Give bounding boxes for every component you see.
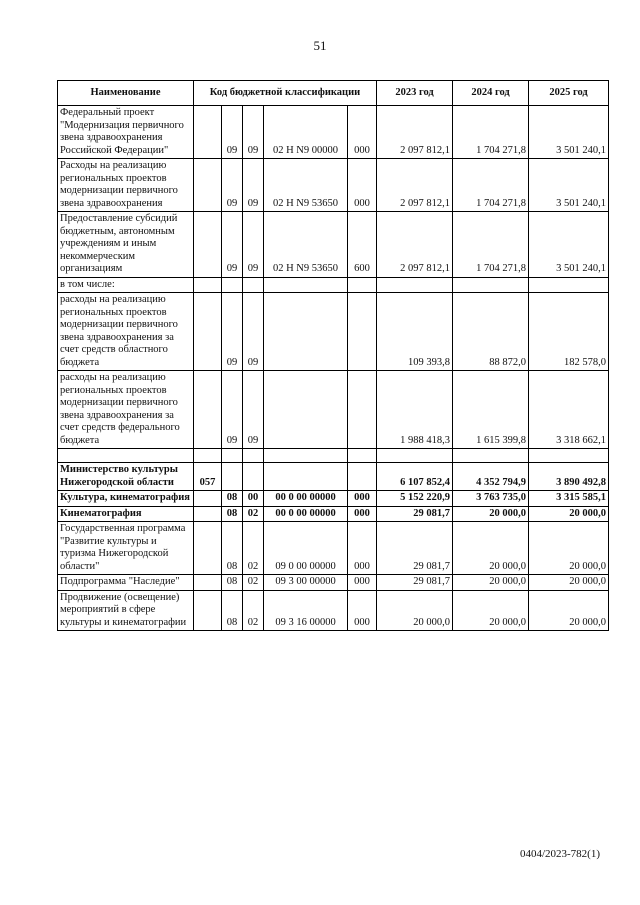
row-name: Министерство культуры Нижегородской области <box>58 463 194 491</box>
code-target: 09 3 16 00000 <box>264 590 348 631</box>
row-name: Продвижение (освещение) мероприятий в сфере культуры и кинематографии <box>58 590 194 631</box>
code-subsection: 09 <box>243 159 264 212</box>
value-2023: 29 081,7 <box>377 575 453 591</box>
table-row <box>58 277 609 293</box>
code-section: 09 <box>222 159 243 212</box>
value-2023: 2 097 812,1 <box>377 212 453 278</box>
value-2023: 20 000,0 <box>377 590 453 631</box>
value-2025: 3 501 240,1 <box>529 212 609 278</box>
header-row <box>58 81 609 106</box>
value-2025: 3 501 240,1 <box>529 106 609 159</box>
code-expense-type <box>348 449 377 463</box>
value-2025: 3 318 662,1 <box>529 371 609 449</box>
value-2025: 20 000,0 <box>529 590 609 631</box>
code-section: 09 <box>222 371 243 449</box>
code-expense-type: 000 <box>348 506 377 522</box>
code-expense-type: 000 <box>348 522 377 575</box>
value-2023: 5 152 220,9 <box>377 491 453 507</box>
code-target <box>264 449 348 463</box>
code-ministry <box>194 575 222 591</box>
table-row <box>58 371 609 449</box>
value-2023: 1 988 418,3 <box>377 371 453 449</box>
code-section: 08 <box>222 575 243 591</box>
value-2024: 1 704 271,8 <box>453 159 529 212</box>
code-target: 00 0 00 00000 <box>264 506 348 522</box>
budget-table <box>57 80 609 631</box>
code-target: 00 0 00 00000 <box>264 491 348 507</box>
code-ministry <box>194 277 222 293</box>
code-expense-type: 000 <box>348 590 377 631</box>
value-2025: 20 000,0 <box>529 506 609 522</box>
header-code: Код бюджетной классификации <box>194 81 377 106</box>
code-target <box>264 277 348 293</box>
code-ministry <box>194 106 222 159</box>
code-section: 08 <box>222 590 243 631</box>
value-2023: 2 097 812,1 <box>377 159 453 212</box>
table-row <box>58 590 609 631</box>
code-subsection: 02 <box>243 522 264 575</box>
code-section: 08 <box>222 522 243 575</box>
row-name: расходы на реализацию региональных проектов модернизации первичного звена здравоохранения за счет средств федерального бюджета <box>58 371 194 449</box>
code-expense-type: 000 <box>348 106 377 159</box>
table-row <box>58 491 609 507</box>
row-name: в том числе: <box>58 277 194 293</box>
code-target <box>264 371 348 449</box>
value-2024: 3 763 735,0 <box>453 491 529 507</box>
table-row <box>58 106 609 159</box>
table-row <box>58 293 609 371</box>
code-target: 02 Н N9 53650 <box>264 159 348 212</box>
value-2024: 4 352 794,9 <box>453 463 529 491</box>
row-name: Федеральный проект "Модернизация первичного звена здравоохранения Российской Федерации" <box>58 106 194 159</box>
header-2025: 2025 год <box>529 81 609 106</box>
value-2025: 3 501 240,1 <box>529 159 609 212</box>
code-target: 02 Н N9 53650 <box>264 212 348 278</box>
value-2023 <box>377 277 453 293</box>
header-name: Наименование <box>58 81 194 106</box>
value-2025: 20 000,0 <box>529 575 609 591</box>
code-ministry <box>194 522 222 575</box>
code-section: 08 <box>222 491 243 507</box>
value-2023: 29 081,7 <box>377 506 453 522</box>
row-name: расходы на реализацию региональных проектов модернизации первичного звена здравоохранения за счет средств областного бюджета <box>58 293 194 371</box>
code-section: 09 <box>222 212 243 278</box>
code-target: 09 3 00 00000 <box>264 575 348 591</box>
row-name: Подпрограмма "Наследие" <box>58 575 194 591</box>
code-section: 09 <box>222 293 243 371</box>
code-section <box>222 463 243 491</box>
code-ministry <box>194 293 222 371</box>
table-row-spacer <box>58 449 609 463</box>
code-ministry <box>194 449 222 463</box>
header-2024: 2024 год <box>453 81 529 106</box>
value-2025: 3 890 492,8 <box>529 463 609 491</box>
code-subsection: 09 <box>243 371 264 449</box>
code-subsection: 09 <box>243 212 264 278</box>
code-subsection: 02 <box>243 575 264 591</box>
code-section: 09 <box>222 106 243 159</box>
code-target <box>264 463 348 491</box>
value-2025: 20 000,0 <box>529 522 609 575</box>
code-expense-type <box>348 371 377 449</box>
code-subsection: 00 <box>243 491 264 507</box>
header-2023: 2023 год <box>377 81 453 106</box>
code-ministry <box>194 590 222 631</box>
code-ministry <box>194 212 222 278</box>
code-target <box>264 293 348 371</box>
value-2023: 2 097 812,1 <box>377 106 453 159</box>
value-2024: 1 704 271,8 <box>453 106 529 159</box>
code-target: 02 Н N9 00000 <box>264 106 348 159</box>
code-ministry <box>194 371 222 449</box>
code-subsection: 02 <box>243 506 264 522</box>
value-2024 <box>453 277 529 293</box>
row-name <box>58 449 194 463</box>
code-expense-type <box>348 463 377 491</box>
value-2023 <box>377 449 453 463</box>
value-2025 <box>529 277 609 293</box>
page-number: 51 <box>313 38 327 53</box>
code-subsection <box>243 449 264 463</box>
table-row <box>58 212 609 278</box>
value-2025: 182 578,0 <box>529 293 609 371</box>
value-2024: 20 000,0 <box>453 590 529 631</box>
code-expense-type: 000 <box>348 159 377 212</box>
row-name: Культура, кинематография <box>58 491 194 507</box>
document-id: 0404/2023-782(1) <box>519 848 600 860</box>
code-subsection: 02 <box>243 590 264 631</box>
table-row <box>58 463 609 491</box>
value-2024: 20 000,0 <box>453 522 529 575</box>
code-ministry <box>194 506 222 522</box>
code-subsection: 09 <box>243 106 264 159</box>
value-2025 <box>529 449 609 463</box>
value-2023: 29 081,7 <box>377 522 453 575</box>
value-2024: 20 000,0 <box>453 575 529 591</box>
code-ministry <box>194 159 222 212</box>
table-row <box>58 506 609 522</box>
table-row <box>58 575 609 591</box>
table-row <box>58 522 609 575</box>
value-2025: 3 315 585,1 <box>529 491 609 507</box>
value-2024: 1 704 271,8 <box>453 212 529 278</box>
code-ministry <box>194 491 222 507</box>
value-2024: 1 615 399,8 <box>453 371 529 449</box>
table-row <box>58 159 609 212</box>
row-name: Кинематография <box>58 506 194 522</box>
value-2024: 20 000,0 <box>453 506 529 522</box>
code-expense-type <box>348 277 377 293</box>
code-expense-type: 000 <box>348 491 377 507</box>
value-2023: 109 393,8 <box>377 293 453 371</box>
code-section <box>222 449 243 463</box>
code-section <box>222 277 243 293</box>
code-expense-type: 000 <box>348 575 377 591</box>
code-subsection: 09 <box>243 293 264 371</box>
value-2024 <box>453 449 529 463</box>
code-expense-type <box>348 293 377 371</box>
row-name: Государственная программа "Развитие культуры и туризма Нижегородской области" <box>58 522 194 575</box>
value-2024: 88 872,0 <box>453 293 529 371</box>
code-target: 09 0 00 00000 <box>264 522 348 575</box>
value-2023: 6 107 852,4 <box>377 463 453 491</box>
code-subsection <box>243 463 264 491</box>
code-subsection <box>243 277 264 293</box>
code-ministry: 057 <box>194 463 222 491</box>
code-section: 08 <box>222 506 243 522</box>
code-expense-type: 600 <box>348 212 377 278</box>
row-name: Предоставление субсидий бюджетным, автономным учреждениям и иным некоммерческим организациям <box>58 212 194 278</box>
row-name: Расходы на реализацию региональных проектов модернизации первичного звена здравоохранения <box>58 159 194 212</box>
